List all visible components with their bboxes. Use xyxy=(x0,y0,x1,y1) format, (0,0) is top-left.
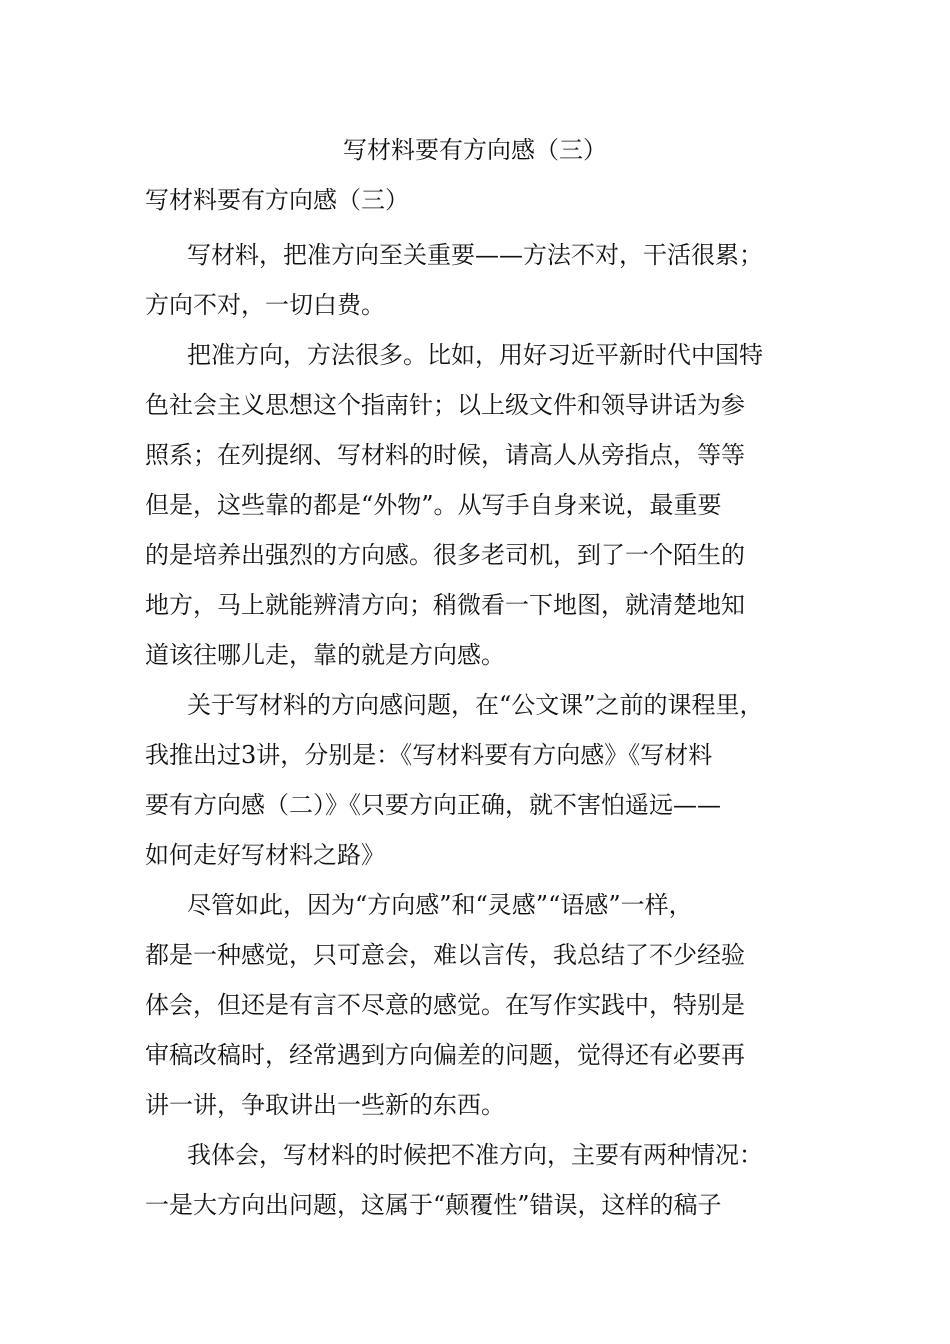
paragraph-line: 讲一讲，争取讲出一些新的东西。 xyxy=(145,1091,505,1119)
document-subtitle: 写材料要有方向感（三） xyxy=(145,186,409,214)
paragraph-line: 道该往哪儿走，靠的就是方向感。 xyxy=(145,641,505,669)
document-body xyxy=(145,230,825,1230)
document-title: 写材料要有方向感（三） xyxy=(343,136,607,164)
paragraph-line: 审稿改稿时，经常遇到方向偏差的问题，觉得还有必要再 xyxy=(145,1041,745,1069)
paragraph-2 xyxy=(145,330,825,680)
paragraph-line: 要有方向感（二）》《只要方向正确，就不害怕遥远—— xyxy=(145,791,721,819)
paragraph-line: 的是培养出强烈的方向感。很多老司机，到了一个陌生的 xyxy=(145,541,745,569)
paragraph-line: 我体会，写材料的时候把不准方向，主要有两种情况： xyxy=(187,1141,763,1169)
paragraph-line: 地方，马上就能辨清方向；稍微看一下地图，就清楚地知 xyxy=(145,591,745,619)
paragraph-line: 都是一种感觉，只可意会，难以言传，我总结了不少经验 xyxy=(145,941,745,969)
paragraph-5 xyxy=(145,1130,825,1230)
paragraph-line: 把准方向，方法很多。比如，用好习近平新时代中国特 xyxy=(187,341,763,369)
paragraph-line: 但是，这些靠的都是“外物”。从写手自身来说，最重要 xyxy=(145,491,722,519)
paragraph-line: 方向不对，一切白费。 xyxy=(145,291,385,319)
paragraph-line: 一是大方向出问题，这属于“颠覆性”错误，这样的稿子 xyxy=(145,1191,722,1219)
paragraph-line: 关于写材料的方向感问题，在“公文课”之前的课程里， xyxy=(187,691,764,719)
paragraph-3 xyxy=(145,680,825,880)
paragraph-line: 我推出过3讲，分别是：《写材料要有方向感》《写材料 xyxy=(145,741,713,769)
paragraph-line: 如何走好写材料之路》 xyxy=(145,841,385,869)
paragraph-line: 照系；在列提纲、写材料的时候，请高人从旁指点，等等 xyxy=(145,441,745,469)
paragraph-line: 尽管如此，因为“方向感”和“灵感”“语感”一样， xyxy=(187,891,693,919)
paragraph-line: 写材料，把准方向至关重要——方法不对，干活很累； xyxy=(187,241,763,269)
paragraph-4 xyxy=(145,880,825,1130)
paragraph-line: 体会，但还是有言不尽意的感觉。在写作实践中，特别是 xyxy=(145,991,745,1019)
paragraph-1 xyxy=(145,230,825,330)
paragraph-line: 色社会主义思想这个指南针；以上级文件和领导讲话为参 xyxy=(145,391,745,419)
